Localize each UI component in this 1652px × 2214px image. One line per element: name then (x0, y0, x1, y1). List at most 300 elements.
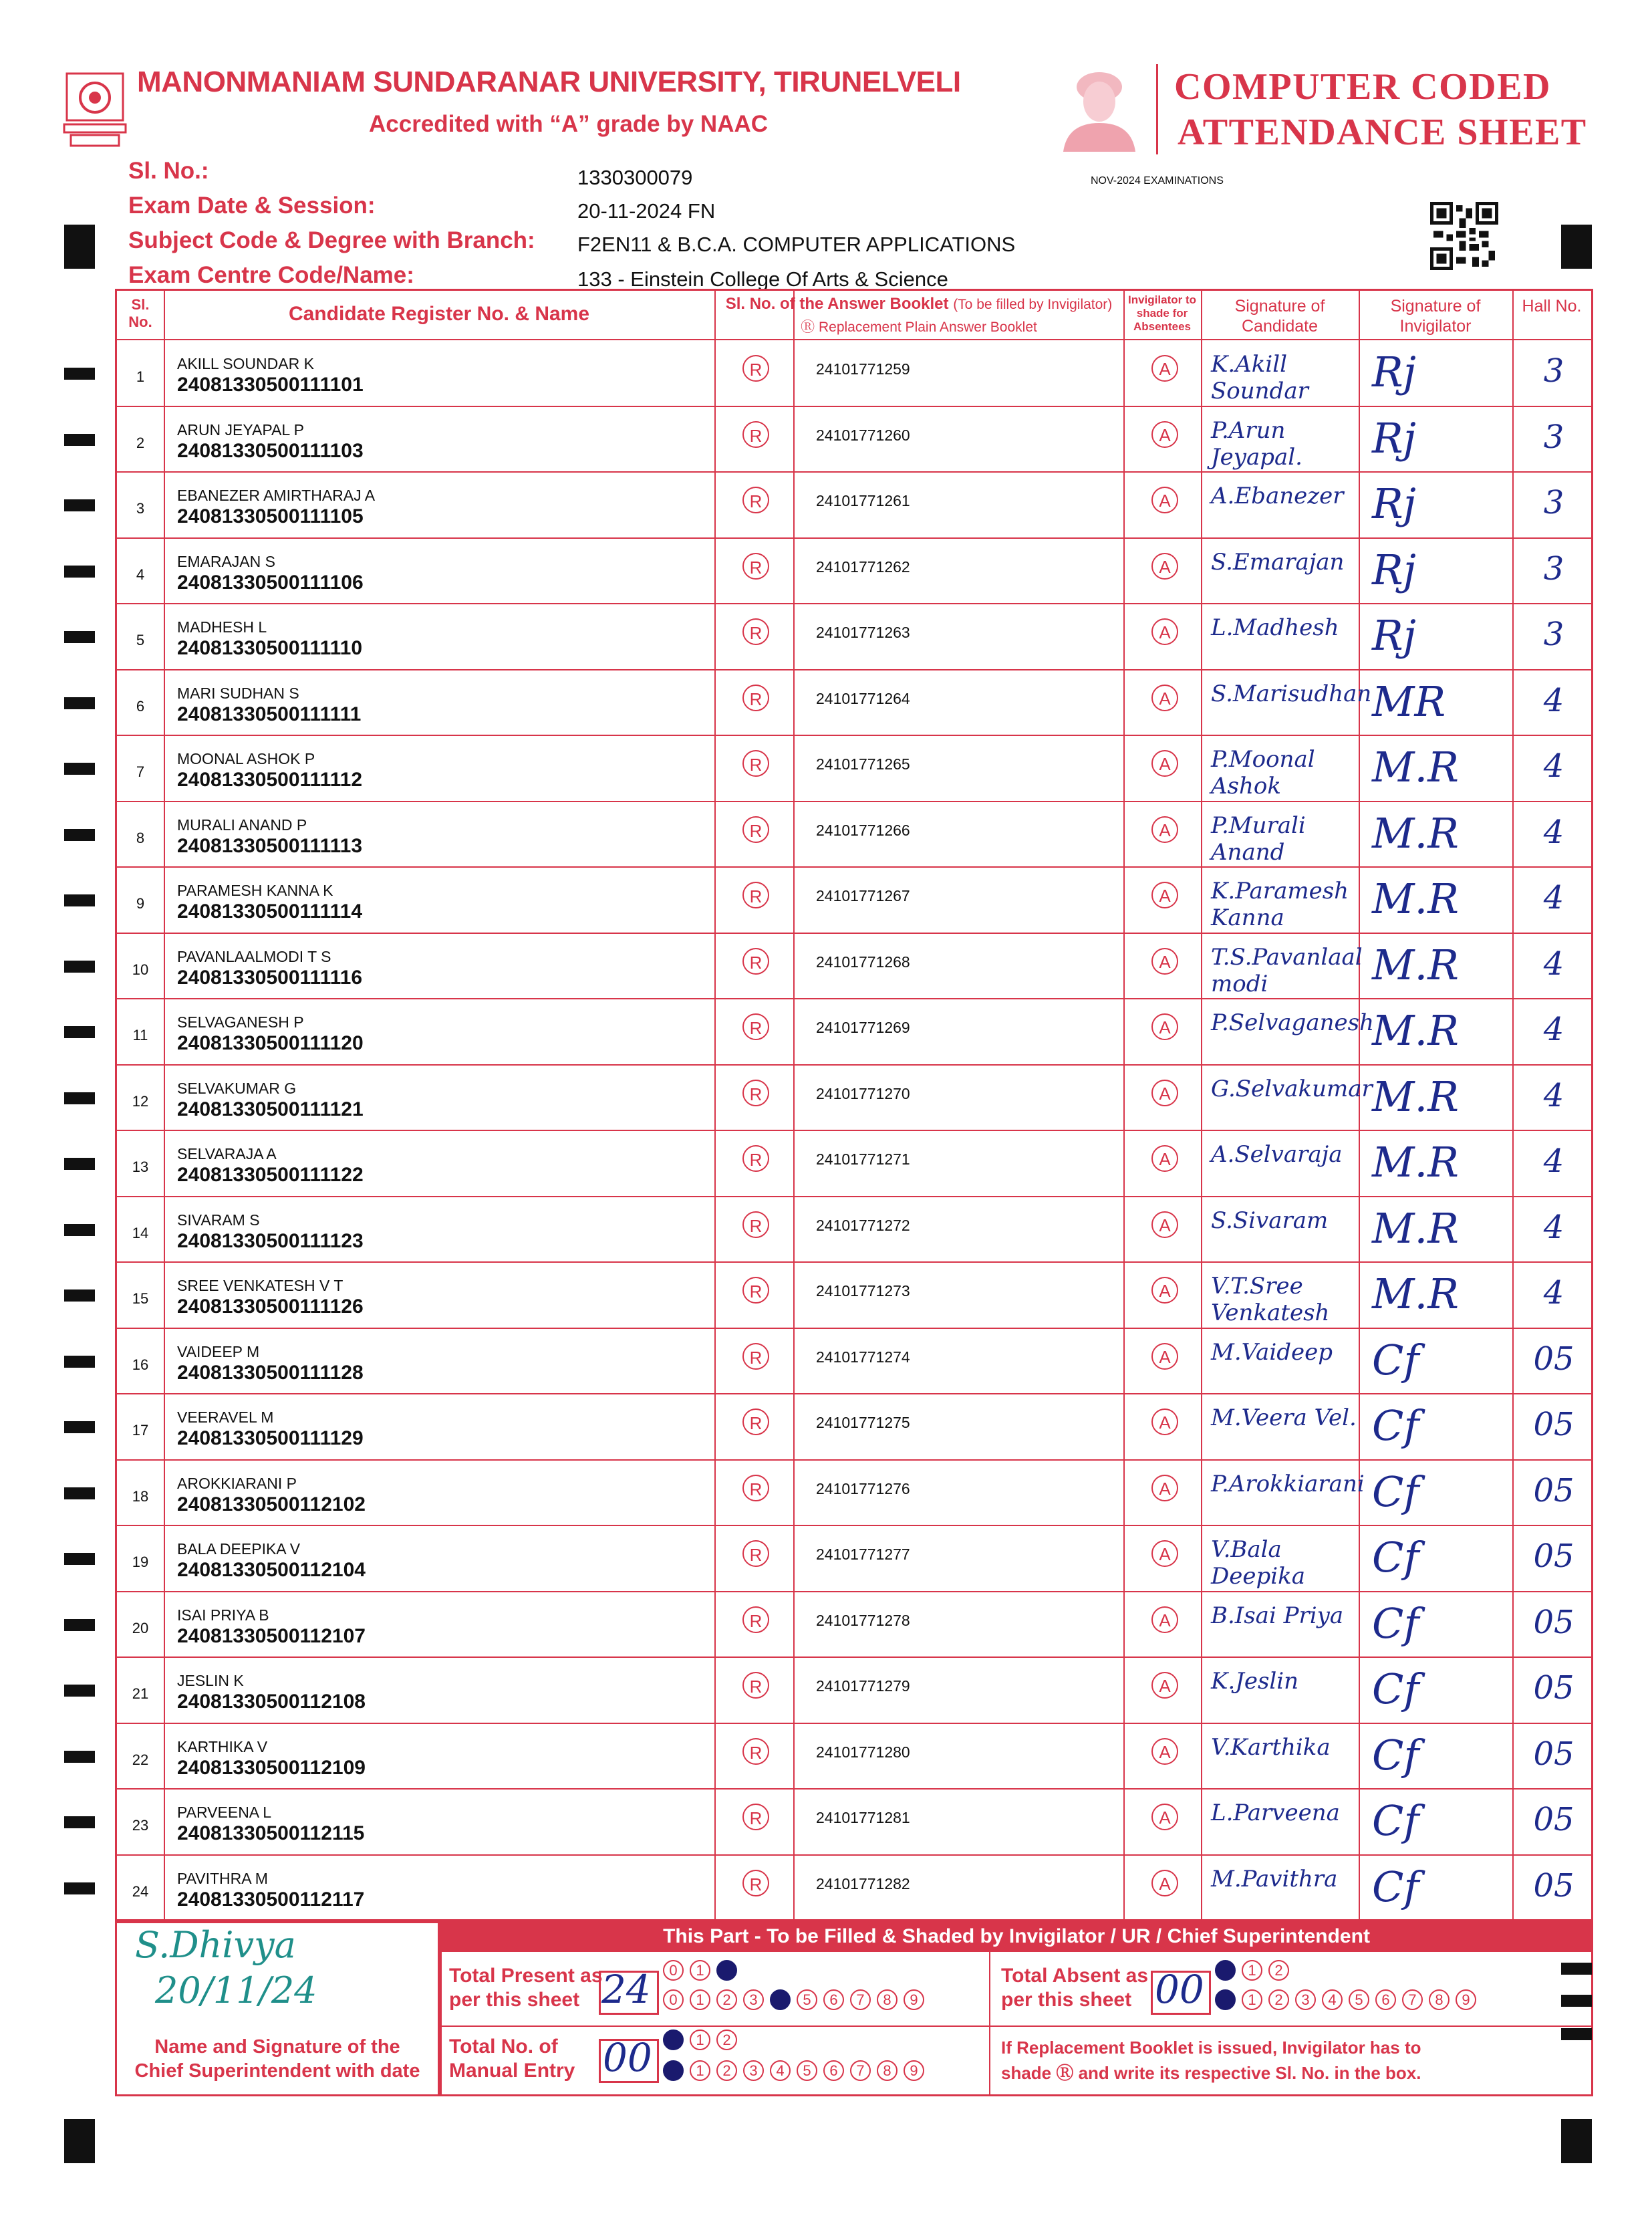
manual-entry-tens-bubbles[interactable] (663, 2030, 743, 2050)
absent-bubble[interactable]: A (1151, 1277, 1178, 1304)
absent-bubble[interactable]: A (1151, 1804, 1178, 1830)
absent-bubble[interactable]: A (1151, 1343, 1178, 1370)
col-header-replacement: Ⓡ Replacement Plain Answer Booklet (801, 320, 1037, 335)
candidate-register-no: 24081330500112107 (177, 1624, 366, 1647)
replacement-bubble[interactable]: R (742, 1277, 769, 1304)
absent-bubble[interactable]: A (1151, 355, 1178, 382)
chief-signature (115, 1921, 440, 2025)
digit-bubble[interactable]: 9 (1456, 1989, 1476, 2010)
timing-mark (64, 1685, 95, 1697)
table-row (117, 999, 1591, 1064)
absent-bubble[interactable]: A (1151, 1013, 1178, 1040)
university-logo (61, 71, 128, 150)
timing-mark (1561, 225, 1592, 269)
timing-mark (64, 2119, 95, 2163)
sl-no-value: 1330300079 (577, 166, 693, 189)
candidate-signature: A.Ebanezer (1211, 483, 1344, 509)
timing-mark (64, 434, 95, 446)
candidate-name: SELVAGANESH P (177, 1013, 304, 1031)
exam-tag: NOV-2024 EXAMINATIONS (1091, 175, 1224, 187)
candidate-register-no: 24081330500112102 (177, 1493, 366, 1515)
candidate-name: AROKKIARANI P (177, 1474, 297, 1492)
hall-number: 05 (1533, 1669, 1574, 1707)
timing-mark (1561, 1995, 1592, 2007)
table-row (117, 1789, 1591, 1854)
absent-bubble[interactable]: A (1151, 618, 1178, 645)
footer-section (115, 1921, 1593, 2096)
candidate-signature: L.Madhesh (1211, 614, 1339, 641)
candidate-register-no: 24081330500111103 (177, 439, 364, 462)
hall-number: 05 (1533, 1866, 1574, 1904)
digit-bubble[interactable]: 1 (690, 2030, 710, 2050)
digit-bubble[interactable]: 5 (1349, 1989, 1369, 2010)
timing-mark (64, 1224, 95, 1236)
digit-bubble[interactable]: 5 (797, 2060, 817, 2081)
table-row (117, 1525, 1591, 1591)
booklet-number: 24101771268 (816, 953, 910, 971)
absent-bubble[interactable]: A (1151, 1408, 1178, 1435)
hall-number: 05 (1533, 1735, 1574, 1773)
hall-number: 4 (1543, 681, 1564, 719)
invigilator-signature: M.R (1372, 874, 1459, 923)
subject-label: Subject Code & Degree with Branch: (128, 227, 535, 253)
table-row (117, 1130, 1591, 1196)
digit-bubble[interactable]: 1 (690, 1989, 710, 2010)
row-sl-no: 12 (132, 1092, 149, 1110)
candidate-register-no: 24081330500112108 (177, 1691, 366, 1713)
digit-bubble[interactable]: 2 (716, 2060, 737, 2081)
hall-number: 3 (1543, 352, 1564, 390)
row-sl-no: 2 (136, 434, 145, 451)
invigilator-signature: Cf (1372, 1862, 1419, 1911)
table-row (117, 735, 1591, 801)
hall-number: 05 (1533, 1801, 1574, 1838)
timing-mark (64, 499, 95, 511)
absent-bubble[interactable]: A (1151, 1080, 1178, 1106)
total-absent-value: 00 (1155, 1967, 1204, 2012)
hall-number: 3 (1543, 418, 1564, 456)
absent-bubble[interactable]: A (1151, 1672, 1178, 1699)
candidate-name: SIVARAM S (177, 1211, 260, 1229)
row-sl-no: 10 (132, 961, 149, 978)
invigilator-signature: Cf (1372, 1533, 1419, 1582)
candidate-register-no: 24081330500111123 (177, 1229, 364, 1252)
booklet-number: 24101771277 (816, 1546, 910, 1563)
hall-number: 05 (1533, 1406, 1574, 1443)
col-header-sig-candidate: Signature of Candidate (1234, 297, 1325, 336)
timing-mark (64, 1158, 95, 1170)
row-sl-no: 21 (132, 1685, 149, 1702)
digit-bubble[interactable]: 1 (690, 2060, 710, 2081)
candidate-name: AKILL SOUNDAR K (177, 355, 314, 372)
row-sl-no: 14 (132, 1224, 149, 1241)
digit-bubble[interactable]: 5 (797, 1989, 817, 2010)
candidate-name: MADHESH L (177, 618, 267, 636)
replacement-bubble[interactable]: R (742, 553, 769, 580)
booklet-number: 24101771276 (816, 1479, 910, 1497)
digit-bubble[interactable]: 1 (690, 1960, 710, 1981)
digit-bubble[interactable]: 2 (716, 1989, 737, 2010)
candidate-signature: T.S.Pavanlaal modi (1211, 943, 1363, 997)
timing-mark (64, 368, 95, 380)
absent-bubble[interactable]: A (1151, 685, 1178, 711)
invigilator-signature: Cf (1372, 1665, 1419, 1713)
absent-bubble[interactable]: A (1151, 1738, 1178, 1765)
row-sl-no: 9 (136, 895, 145, 912)
absent-bubble[interactable]: A (1151, 1606, 1178, 1633)
chief-signature-date: 20/11/24 (155, 1969, 317, 2011)
manual-entry-units-bubbles[interactable] (663, 2060, 930, 2081)
booklet-number: 24101771261 (816, 492, 910, 509)
hall-number: 3 (1543, 549, 1564, 588)
row-sl-no: 24 (132, 1882, 149, 1900)
candidate-name: PARVEENA L (177, 1804, 272, 1821)
booklet-number: 24101771281 (816, 1809, 910, 1826)
digit-bubble[interactable]: 7 (1402, 1989, 1423, 2010)
replacement-bubble[interactable]: R (742, 421, 769, 448)
replacement-bubble[interactable]: R (742, 618, 769, 645)
hall-number: 4 (1543, 747, 1564, 785)
table-row (117, 867, 1591, 933)
sheet-title-line2: ATTENDANCE SHEET (1178, 112, 1587, 153)
timing-mark (64, 1619, 95, 1631)
replacement-bubble[interactable]: R (742, 948, 769, 975)
exam-date-label: Exam Date & Session: (128, 193, 376, 219)
digit-bubble[interactable]: 2 (716, 2030, 737, 2050)
hall-number: 4 (1543, 879, 1564, 916)
absent-bubble[interactable]: A (1151, 1145, 1178, 1172)
hall-number: 05 (1533, 1340, 1574, 1378)
replacement-bubble[interactable]: R (742, 1738, 769, 1765)
candidate-register-no: 24081330500112109 (177, 1756, 366, 1779)
row-sl-no: 18 (132, 1487, 149, 1505)
booklet-number: 24101771266 (816, 821, 910, 839)
col-header-sl: Sl. No. (128, 296, 152, 330)
timing-mark (64, 894, 95, 906)
digit-bubble[interactable]: 4 (770, 2060, 791, 2081)
exam-date-value: 20-11-2024 FN (577, 199, 716, 223)
booklet-number: 24101771272 (816, 1216, 910, 1234)
booklet-number: 24101771282 (816, 1874, 910, 1892)
digit-bubble[interactable]: 3 (743, 2060, 764, 2081)
row-sl-no: 1 (136, 368, 145, 385)
booklet-number: 24101771273 (816, 1282, 910, 1300)
absent-bubble[interactable]: A (1151, 553, 1178, 580)
booklet-number: 24101771262 (816, 558, 910, 576)
table-row (117, 1262, 1591, 1328)
hall-number: 05 (1533, 1471, 1574, 1509)
row-sl-no: 6 (136, 697, 145, 715)
booklet-number: 24101771264 (816, 689, 910, 707)
digit-bubble[interactable]: 8 (877, 2060, 898, 2081)
table-row (117, 340, 1591, 406)
booklet-number: 24101771278 (816, 1611, 910, 1629)
candidate-signature: S.Marisudhan (1211, 680, 1372, 707)
hall-number: 3 (1543, 616, 1564, 653)
digit-bubble[interactable]: 2 (1268, 1989, 1289, 2010)
timing-mark (1561, 2119, 1592, 2163)
candidate-register-no: 24081330500111105 (177, 505, 364, 527)
table-row (117, 1855, 1591, 1921)
absent-bubble[interactable]: A (1151, 882, 1178, 908)
timing-mark (64, 566, 95, 578)
invigilator-signature: M.R (1372, 940, 1459, 989)
booklet-number: 24101771265 (816, 755, 910, 773)
candidate-signature: A.Selvaraja (1211, 1141, 1343, 1168)
totals-divider (440, 2025, 1593, 2027)
table-row (117, 1328, 1591, 1394)
timing-mark (64, 631, 95, 643)
replacement-bubble[interactable]: R (742, 1870, 769, 1896)
booklet-number: 24101771279 (816, 1677, 910, 1695)
row-sl-no: 20 (132, 1619, 149, 1636)
total-absent-tens-bubbles[interactable] (1215, 1960, 1295, 1981)
candidate-name: MARI SUDHAN S (177, 684, 299, 702)
row-sl-no: 3 (136, 500, 145, 517)
replacement-bubble[interactable]: R (742, 1804, 769, 1830)
candidate-register-no: 24081330500111129 (177, 1427, 364, 1449)
timing-mark (64, 1289, 95, 1302)
totals-divider (989, 1952, 990, 2096)
digit-bubble[interactable] (663, 2060, 684, 2081)
absent-bubble[interactable]: A (1151, 1870, 1178, 1896)
booklet-number: 24101771267 (816, 887, 910, 904)
candidate-name: EBANEZER AMIRTHARAJ A (177, 487, 376, 504)
absent-bubble[interactable]: A (1151, 487, 1178, 513)
chief-signature-text: S.Dhivya (135, 1924, 296, 1966)
candidate-register-no: 24081330500111122 (177, 1164, 364, 1186)
candidate-register-no: 24081330500111128 (177, 1361, 364, 1384)
digit-bubble[interactable]: 9 (904, 2060, 924, 2081)
replacement-bubble[interactable]: R (742, 1540, 769, 1567)
booklet-number: 24101771259 (816, 360, 910, 378)
absent-bubble[interactable]: A (1151, 1211, 1178, 1238)
table-row (117, 1592, 1591, 1657)
timing-mark (1561, 1963, 1592, 1975)
digit-bubble[interactable] (770, 1989, 791, 2010)
total-present-tens-bubbles[interactable] (663, 1960, 743, 1981)
candidate-signature: M.Veera Vel. (1211, 1404, 1357, 1431)
invigilator-signature: Cf (1372, 1598, 1419, 1648)
candidate-name: PAVANLAALMODI T S (177, 947, 331, 965)
absent-bubble[interactable]: A (1151, 1475, 1178, 1501)
invigilator-signature: M.R (1372, 1006, 1459, 1055)
hall-number: 05 (1533, 1603, 1574, 1641)
digit-bubble[interactable]: 8 (877, 1989, 898, 2010)
row-sl-no: 13 (132, 1158, 149, 1175)
replacement-bubble[interactable]: R (742, 487, 769, 513)
hall-number: 05 (1533, 1538, 1574, 1575)
candidate-register-no: 24081330500112117 (177, 1888, 365, 1911)
candidate-register-no: 24081330500111126 (177, 1296, 364, 1318)
digit-bubble[interactable]: 8 (1429, 1989, 1450, 2010)
timing-mark (64, 1421, 95, 1433)
booklet-number: 24101771280 (816, 1743, 910, 1761)
candidate-name: VEERAVEL M (177, 1408, 274, 1426)
invigilator-signature: M.R (1372, 743, 1459, 791)
candidate-name: SREE VENKATESH V T (177, 1277, 343, 1294)
candidate-register-no: 24081330500112104 (177, 1559, 366, 1581)
digit-bubble[interactable]: 9 (904, 1989, 924, 2010)
absent-bubble[interactable]: A (1151, 421, 1178, 448)
row-sl-no: 16 (132, 1356, 149, 1373)
candidate-name: ARUN JEYAPAL P (177, 420, 305, 439)
hall-number: 4 (1543, 1076, 1564, 1114)
total-absent-units-bubbles[interactable] (1215, 1989, 1482, 2010)
invigilator-signature: Cf (1372, 1335, 1419, 1384)
candidate-signature: K.Jeslin (1211, 1668, 1299, 1695)
candidate-signature: V.T.Sree Venkatesh (1211, 1273, 1330, 1326)
attendance-table (115, 289, 1593, 1921)
total-present-label: Total Present as per this sheet (449, 1965, 603, 2011)
table-row (117, 1460, 1591, 1525)
timing-mark (64, 225, 95, 269)
candidate-name: KARTHIKA V (177, 1737, 268, 1755)
replacement-bubble[interactable]: R (742, 882, 769, 908)
candidate-register-no: 24081330500111121 (177, 1098, 364, 1120)
sheet-title-line1: COMPUTER CODED (1174, 66, 1551, 108)
invigilator-signature: M.R (1372, 808, 1459, 858)
row-sl-no: 7 (136, 763, 145, 780)
candidate-name: MURALI ANAND P (177, 816, 307, 834)
table-row (117, 1394, 1591, 1459)
digit-bubble[interactable]: 4 (1322, 1989, 1343, 2010)
timing-mark (64, 1487, 95, 1499)
digit-bubble[interactable]: 1 (1242, 1960, 1262, 1981)
candidate-signature: M.Vaideep (1211, 1338, 1333, 1366)
replacement-bubble[interactable]: R (742, 1145, 769, 1172)
replacement-bubble[interactable]: R (742, 1080, 769, 1106)
invigilator-signature: M.R (1372, 1072, 1459, 1121)
replacement-bubble[interactable]: R (742, 1475, 769, 1501)
digit-bubble[interactable]: 3 (743, 1989, 764, 2010)
invigilator-signature: Rj (1372, 611, 1416, 660)
invigilator-signature: Cf (1372, 1730, 1419, 1779)
digit-bubble[interactable]: 7 (850, 2060, 871, 2081)
digit-bubble[interactable] (1215, 1989, 1236, 2010)
candidate-signature: P.Moonal Ashok (1211, 746, 1315, 800)
absent-bubble[interactable]: A (1151, 816, 1178, 843)
digit-bubble[interactable]: 1 (1242, 1989, 1262, 2010)
table-row (117, 933, 1591, 999)
candidate-signature: P.Murali Anand (1211, 812, 1306, 866)
timing-mark (64, 1882, 95, 1894)
replacement-bubble[interactable]: R (742, 1211, 769, 1238)
candidate-register-no: 24081330500111120 (177, 1032, 364, 1054)
timing-mark (1561, 2028, 1592, 2040)
digit-bubble[interactable] (663, 2030, 684, 2050)
replacement-bubble[interactable]: R (742, 1408, 769, 1435)
row-sl-no: 11 (132, 1027, 148, 1043)
university-name: MANONMANIAM SUNDARANAR UNIVERSITY, TIRUNELVELI (137, 66, 961, 98)
founder-portrait (1059, 62, 1139, 152)
timing-mark (64, 1092, 95, 1104)
digit-bubble[interactable]: 6 (823, 1989, 844, 2010)
digit-bubble[interactable]: 0 (663, 1960, 684, 1981)
replacement-bubble[interactable]: R (742, 816, 769, 843)
sl-no-label: Sl. No.: (128, 158, 209, 184)
digit-bubble[interactable]: 0 (663, 1989, 684, 2010)
accreditation-text: Accredited with “A” grade by NAAC (369, 111, 769, 137)
invigilator-signature: Cf (1372, 1401, 1419, 1450)
booklet-number: 24101771269 (816, 1019, 910, 1036)
table-row (117, 1065, 1591, 1130)
candidate-register-no: 24081330500111112 (177, 769, 363, 791)
hall-number: 4 (1543, 1208, 1564, 1246)
timing-mark (64, 961, 95, 973)
candidate-signature: K.Akill Soundar (1211, 351, 1309, 404)
replacement-bubble[interactable]: R (742, 685, 769, 711)
booklet-number: 24101771270 (816, 1084, 910, 1102)
absent-bubble[interactable]: A (1151, 750, 1178, 777)
digit-bubble[interactable]: 3 (1295, 1989, 1316, 2010)
replacement-bubble[interactable]: R (742, 750, 769, 777)
invigilator-signature: MR (1372, 676, 1446, 726)
candidate-name: PARAMESH KANNA K (177, 882, 333, 899)
digit-bubble[interactable] (1215, 1960, 1236, 1981)
digit-bubble[interactable]: 7 (850, 1989, 871, 2010)
invigilator-signature: M.R (1372, 1138, 1459, 1187)
candidate-name: ISAI PRIYA B (177, 1606, 269, 1624)
candidate-signature: V.Bala Deepika (1211, 1536, 1306, 1590)
absent-bubble[interactable]: A (1151, 1540, 1178, 1567)
col-header-candidate: Candidate Register No. & Name (288, 303, 590, 325)
booklet-number: 24101771263 (816, 624, 910, 641)
replacement-bubble[interactable]: R (742, 1672, 769, 1699)
booklet-number: 24101771274 (816, 1348, 910, 1366)
booklet-number: 24101771275 (816, 1414, 910, 1431)
replacement-bubble[interactable]: R (742, 1606, 769, 1633)
total-present-value: 24 (601, 1967, 651, 2012)
col-header-hall: Hall No. (1522, 297, 1582, 316)
replacement-bubble[interactable]: R (742, 1343, 769, 1370)
digit-bubble[interactable]: 2 (1268, 1960, 1289, 1981)
candidate-signature: P.Arokkiarani (1211, 1470, 1365, 1497)
invigilator-signature: Cf (1372, 1796, 1419, 1845)
hall-number: 4 (1543, 945, 1564, 983)
candidate-signature: B.Isai Priya (1211, 1602, 1344, 1629)
digit-bubble[interactable]: 6 (1375, 1989, 1396, 2010)
table-row (117, 1657, 1591, 1723)
candidate-register-no: 24081330500111114 (177, 900, 363, 922)
subject-value: F2EN11 & B.C.A. COMPUTER APPLICATIONS (577, 233, 1016, 256)
table-row (117, 802, 1591, 867)
absent-bubble[interactable]: A (1151, 948, 1178, 975)
table-row (117, 406, 1591, 472)
candidate-name: PAVITHRA M (177, 1869, 268, 1887)
col-header-booklet: Sl. No. of the Answer Booklet (To be filled by Invigilator) (725, 295, 1113, 313)
digit-bubble[interactable]: 6 (823, 2060, 844, 2081)
row-sl-no: 15 (132, 1290, 149, 1307)
candidate-register-no: 24081330500111116 (177, 966, 363, 989)
hall-number: 4 (1543, 1142, 1564, 1180)
replacement-bubble[interactable]: R (742, 355, 769, 382)
timing-mark (64, 763, 95, 775)
table-row (117, 604, 1591, 669)
digit-bubble[interactable] (716, 1960, 737, 1981)
centre-label: Exam Centre Code/Name: (128, 262, 414, 288)
timing-mark (64, 1816, 95, 1828)
total-present-units-bubbles[interactable] (663, 1989, 930, 2010)
candidate-signature: S.Sivaram (1211, 1207, 1329, 1234)
hall-number: 4 (1543, 813, 1564, 851)
candidate-signature: L.Parveena (1211, 1800, 1340, 1826)
manual-entry-label: Total No. of Manual Entry (449, 2036, 575, 2082)
booklet-number: 24101771271 (816, 1150, 910, 1168)
candidate-signature: V.Karthika (1211, 1733, 1331, 1761)
replacement-bubble[interactable]: R (742, 1013, 769, 1040)
candidate-register-no: 24081330500111106 (177, 571, 364, 594)
